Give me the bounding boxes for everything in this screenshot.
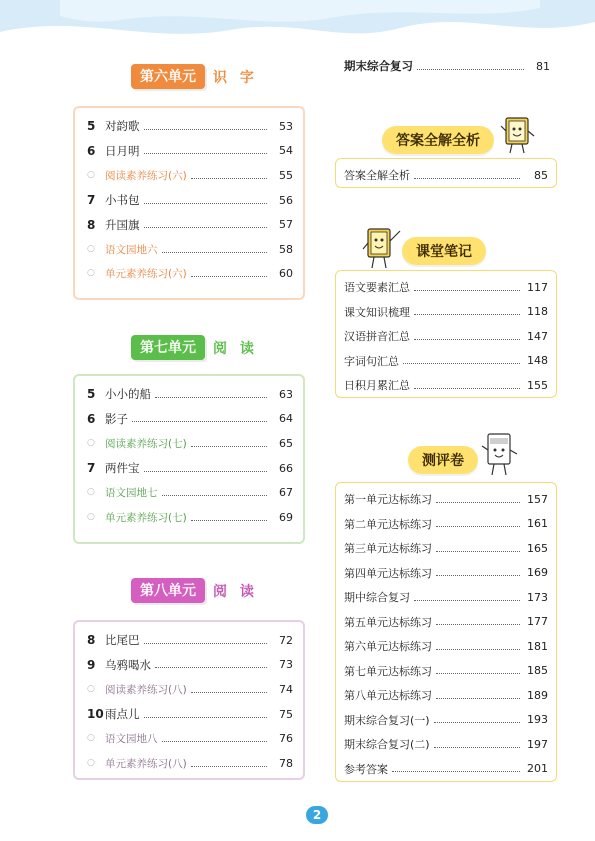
toc-page-number: 201: [527, 762, 548, 776]
lesson-number: 6: [87, 143, 96, 158]
toc-row[interactable]: [87, 382, 293, 407]
toc-page-number: 148: [527, 354, 548, 368]
toc-page-number: 197: [527, 737, 548, 751]
dot-leader: [436, 502, 520, 503]
toc-row[interactable]: [344, 536, 548, 561]
toc-row[interactable]: [344, 349, 548, 374]
final-review-title: 期末综合复习: [344, 59, 413, 73]
dot-leader: [144, 129, 268, 130]
toc-row[interactable]: [87, 702, 293, 727]
lesson-number: 8: [87, 217, 96, 232]
toc-row[interactable]: [87, 212, 293, 237]
toc-row[interactable]: [87, 139, 293, 164]
toc-title: 两件宝: [105, 461, 140, 476]
toc-row[interactable]: [87, 262, 293, 287]
lesson-number: 5: [87, 119, 96, 134]
answers-toc-box: [335, 158, 557, 188]
toc-title: 课文知识梳理: [344, 305, 410, 319]
toc-row[interactable]: [87, 407, 293, 432]
tests-toc-box: [335, 482, 557, 782]
toc-row[interactable]: [87, 114, 293, 139]
toc-page-number: 161: [527, 517, 548, 531]
lesson-number: 8: [87, 633, 96, 648]
lesson-number: 7: [87, 461, 96, 476]
toc-row[interactable]: [344, 561, 548, 586]
toc-row[interactable]: [87, 431, 293, 456]
test-paper-mascot-icon: [480, 432, 520, 478]
toc-row[interactable]: [344, 634, 548, 659]
dot-leader: [191, 520, 267, 521]
dot-leader: [436, 526, 520, 527]
toc-title: 阅读素养练习(七): [105, 437, 187, 450]
lesson-number: 7: [87, 193, 96, 208]
bullet-circle-icon: ○: [87, 757, 95, 768]
unit6-subtitle: 识 字: [213, 69, 258, 86]
toc-title: 第八单元达标练习: [344, 689, 432, 703]
toc-page-number: 189: [527, 688, 548, 702]
toc-title: 小小的船: [105, 387, 151, 402]
toc-row[interactable]: [87, 505, 293, 530]
toc-title: 阅读素养练习(八): [105, 683, 187, 696]
dot-leader: [191, 766, 267, 767]
dot-leader: [162, 741, 268, 742]
toc-row[interactable]: [344, 610, 548, 635]
toc-title: 第三单元达标练习: [344, 542, 432, 556]
toc-row[interactable]: [344, 487, 548, 512]
toc-page-number: 60: [279, 267, 293, 281]
notes-header: 课堂笔记: [402, 237, 486, 265]
dot-leader: [144, 643, 268, 644]
toc-title: 期中综合复习: [344, 591, 410, 605]
toc-title: 第四单元达标练习: [344, 566, 432, 580]
toc-row[interactable]: [344, 300, 548, 325]
dot-leader: [191, 446, 267, 447]
toc-title: 第七单元达标练习: [344, 664, 432, 678]
dot-leader: [436, 698, 520, 699]
dot-leader: [414, 314, 520, 315]
bullet-circle-icon: ○: [87, 268, 95, 279]
dot-leader: [434, 722, 520, 723]
toc-title: 期末综合复习(二): [344, 738, 430, 752]
dot-leader: [144, 153, 268, 154]
book-mascot-icon: [500, 116, 536, 156]
toc-page-number: 58: [279, 242, 293, 256]
toc-page-number: 117: [527, 280, 548, 294]
toc-title: 期末综合复习(一): [344, 713, 430, 727]
toc-row[interactable]: [87, 163, 293, 188]
dot-leader: [162, 252, 268, 253]
toc-row[interactable]: [87, 751, 293, 776]
toc-page-number: 181: [527, 639, 548, 653]
toc-title: 语文园地六: [105, 243, 158, 256]
toc-title: 语文园地七: [105, 487, 158, 500]
dot-leader: [144, 227, 268, 228]
toc-page-number: 67: [279, 486, 293, 500]
toc-row[interactable]: [344, 683, 548, 708]
unit7-toc-box: [73, 374, 305, 544]
dot-leader: [436, 649, 520, 650]
unit8-subtitle: 阅 读: [213, 583, 258, 600]
toc-page-number: 147: [527, 329, 548, 343]
toc-title: 语文要素汇总: [344, 281, 410, 295]
toc-page-number: 65: [279, 436, 293, 450]
dot-leader: [434, 747, 520, 748]
toc-row[interactable]: [344, 373, 548, 398]
final-review-page: 81: [536, 59, 550, 73]
toc-row[interactable]: [344, 512, 548, 537]
toc-page-number: 72: [279, 633, 293, 647]
toc-title: 参考答案: [344, 762, 388, 776]
dot-leader: [417, 69, 524, 70]
dot-leader: [414, 388, 520, 389]
dot-leader: [191, 692, 267, 693]
dot-leader: [144, 471, 268, 472]
lesson-number: 9: [87, 657, 96, 672]
unit7-tag: 第七单元: [131, 335, 205, 360]
toc-row[interactable]: [87, 188, 293, 213]
toc-page-number: 75: [279, 707, 293, 721]
toc-page-number: 185: [527, 664, 548, 678]
dot-leader: [155, 667, 267, 668]
dot-leader: [132, 421, 267, 422]
toc-row[interactable]: [87, 456, 293, 481]
toc-title: 答案全解全析: [344, 169, 410, 183]
dot-leader: [436, 551, 520, 552]
toc-page-number: 173: [527, 590, 548, 604]
toc-title: 日月明: [105, 143, 140, 158]
toc-row[interactable]: [344, 732, 548, 757]
notebook-mascot-icon: [362, 225, 402, 271]
toc-title: 影子: [105, 411, 128, 426]
toc-row[interactable]: [87, 237, 293, 262]
toc-title: 小书包: [105, 193, 140, 208]
dot-leader: [403, 363, 520, 364]
toc-page-number: 55: [279, 168, 293, 182]
toc-page-number: 56: [279, 193, 293, 207]
dot-leader: [436, 673, 520, 674]
toc-page-number: 76: [279, 732, 293, 746]
answers-header: 答案全解全析: [382, 126, 494, 154]
toc-title: 单元素养练习(六): [105, 268, 187, 281]
toc-row[interactable]: [344, 275, 548, 300]
toc-title: 单元素养练习(八): [105, 757, 187, 770]
toc-page-number: 118: [527, 305, 548, 319]
unit8-header: [131, 578, 258, 603]
toc-page-number: 169: [527, 566, 548, 580]
toc-page-number: 165: [527, 541, 548, 555]
toc-page-number: 69: [279, 510, 293, 524]
lesson-number: 6: [87, 411, 96, 426]
toc-page-number: 85: [534, 168, 548, 182]
toc-row[interactable]: [87, 653, 293, 678]
dot-leader: [414, 339, 520, 340]
toc-row[interactable]: [344, 163, 548, 188]
toc-title: 比尾巴: [105, 633, 140, 648]
toc-row[interactable]: [344, 757, 548, 782]
toc-title: 升国旗: [105, 217, 140, 232]
toc-page-number: 177: [527, 615, 548, 629]
dot-leader: [392, 771, 520, 772]
final-review-entry[interactable]: [344, 58, 550, 74]
toc-title: 单元素养练习(七): [105, 511, 187, 524]
bullet-circle-icon: ○: [87, 437, 95, 448]
toc-title: 字词句汇总: [344, 354, 399, 368]
toc-title: 日积月累汇总: [344, 379, 410, 393]
unit8-tag: 第八单元: [131, 578, 205, 603]
toc-page-number: 64: [279, 412, 293, 426]
unit6-header: [131, 64, 258, 89]
toc-page-number: 193: [527, 713, 548, 727]
bullet-circle-icon: ○: [87, 243, 95, 254]
toc-title: 第二单元达标练习: [344, 517, 432, 531]
toc-title: 汉语拼音汇总: [344, 330, 410, 344]
toc-title: 第六单元达标练习: [344, 640, 432, 654]
toc-title: 乌鸦喝水: [105, 657, 151, 672]
bullet-circle-icon: ○: [87, 169, 95, 180]
dot-leader: [436, 575, 520, 576]
toc-row[interactable]: [87, 726, 293, 751]
unit6-tag: 第六单元: [131, 64, 205, 89]
toc-row[interactable]: [344, 324, 548, 349]
toc-row[interactable]: [344, 585, 548, 610]
tests-header: 测评卷: [408, 446, 478, 474]
dot-leader: [414, 290, 520, 291]
dot-leader: [144, 203, 268, 204]
toc-title: 对韵歌: [105, 119, 140, 134]
toc-page-number: 74: [279, 682, 293, 696]
toc-page-number: 66: [279, 461, 293, 475]
dot-leader: [191, 178, 267, 179]
bullet-circle-icon: ○: [87, 511, 95, 522]
toc-page-number: 63: [279, 387, 293, 401]
dot-leader: [155, 397, 267, 398]
toc-title: 阅读素养练习(六): [105, 169, 187, 182]
lesson-number: 10: [87, 707, 104, 722]
toc-page-number: 78: [279, 756, 293, 770]
unit6-toc-box: [73, 106, 305, 300]
notes-toc-box: [335, 270, 557, 398]
page-number-badge: 2: [306, 806, 328, 824]
bullet-circle-icon: ○: [87, 487, 95, 498]
unit7-subtitle: 阅 读: [213, 340, 258, 357]
toc-row[interactable]: [344, 659, 548, 684]
toc-page-number: 53: [279, 119, 293, 133]
dot-leader: [414, 178, 520, 179]
unit8-toc-box: [73, 620, 305, 780]
toc-page-number: 57: [279, 218, 293, 232]
toc-page-number: 155: [527, 378, 548, 392]
toc-page-number: 157: [527, 492, 548, 506]
toc-page-number: 54: [279, 144, 293, 158]
toc-row[interactable]: [87, 628, 293, 653]
toc-page-number: 73: [279, 658, 293, 672]
toc-title: 雨点儿: [105, 707, 140, 722]
dot-leader: [191, 276, 267, 277]
toc-title: 语文园地八: [105, 733, 158, 746]
lesson-number: 5: [87, 387, 96, 402]
bullet-circle-icon: ○: [87, 683, 95, 694]
dot-leader: [162, 495, 268, 496]
toc-row[interactable]: [87, 480, 293, 505]
bullet-circle-icon: ○: [87, 733, 95, 744]
unit7-header: [131, 335, 258, 360]
toc-title: 第一单元达标练习: [344, 493, 432, 507]
toc-row[interactable]: [344, 708, 548, 733]
dot-leader: [414, 600, 520, 601]
dot-leader: [144, 717, 268, 718]
toc-row[interactable]: [87, 677, 293, 702]
dot-leader: [436, 624, 520, 625]
toc-title: 第五单元达标练习: [344, 615, 432, 629]
top-wave-decoration: [0, 0, 595, 60]
